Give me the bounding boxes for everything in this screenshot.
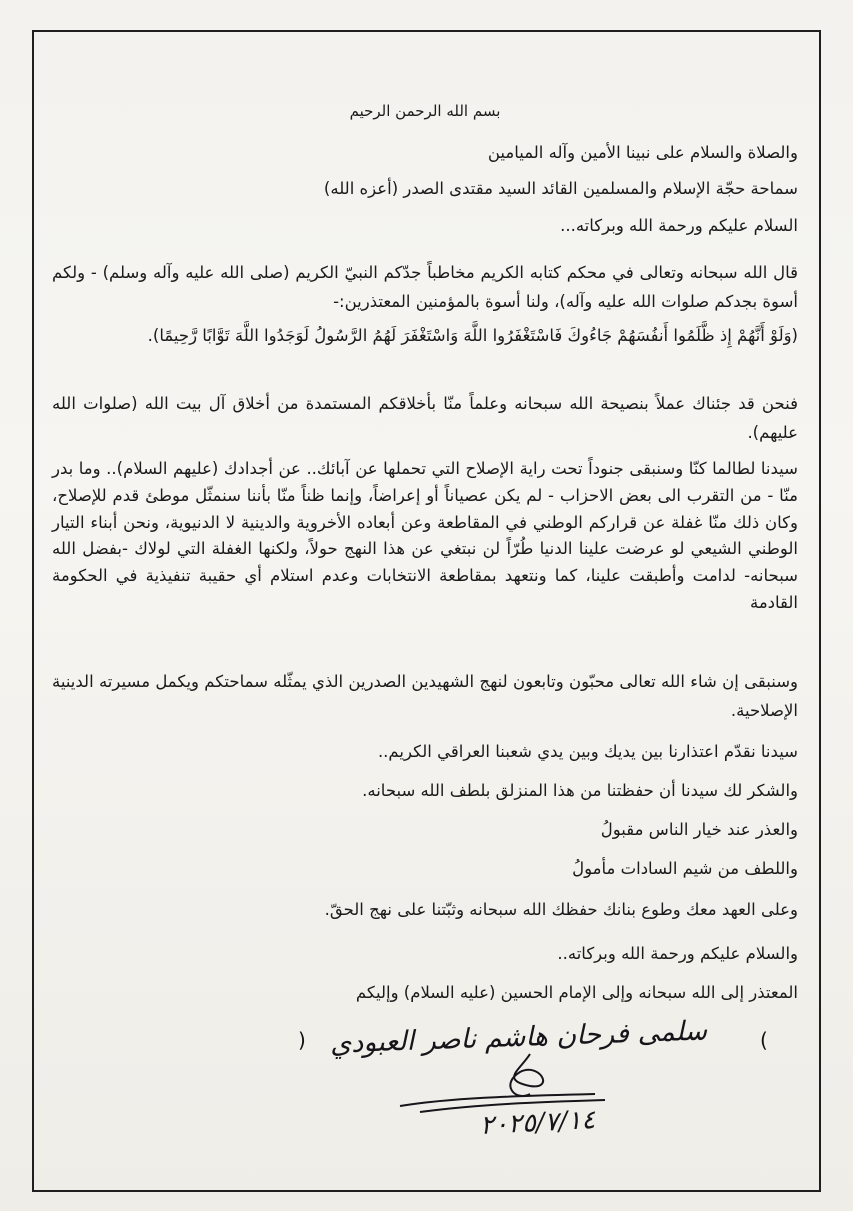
paragraph-quran-intro: قال الله سبحانه وتعالى في محكم كتابه الكريم مخاطباً جدّكم النبيّ الكريم (صلى الله عليه وآله وسلم) - ولكم أسوة بجدكم صلوات الله عليه وآله)، ولنا أسوة بالمؤمنين المعتذرين:- — [52, 263, 798, 311]
poem-line-2: واللطف من شيم السادات مأمولُ — [572, 859, 798, 878]
handwritten-date: ٢٠٢٥/٧/١٤ — [479, 1105, 596, 1141]
signature-paren-close: ) — [298, 1028, 306, 1052]
closing-line: والسلام عليكم ورحمة الله وبركاته.. — [557, 944, 798, 963]
paragraph-apology-main: سيدنا لطالما كنّا وسنبقى جنوداً تحت راية الإصلاح التي تحملها عن آبائك.. عن أجدادك (عليهم السلام).. وما بدر منّا - من التقرب الى بعض الاحزاب - لم يكن عصياناً أو إعراضاً، وإنما ظناً منّا بأننا سنمثّل موطئ قدم للإصلاح، وكان ذلك منّا غفلة عن قراركم الوطني في المقاطعة وعن أبعاده الأخروية والدينية لا الدنيوية، ونحن أبناء التيار الوطني الشيعي لو عرضت علينا الدنيا طُرّاً لن نبتغي عن هذا النهج حولاً، ولكنها الغفلة التي لولاك -بفضل الله سبحانه- لدامت وأطبقت علينا، كما ونتعهد بمقاطعة الانتخابات وعدم استلام أي حقيبة تنفيذية في الحكومة القادمة — [52, 459, 798, 612]
handwritten-signature-name: سلمى فرحان هاشم ناصر العبودي — [329, 1015, 708, 1060]
sender-line: المعتذر إلى الله سبحانه وإلى الإمام الحسين (عليه السلام) وإليكم — [355, 983, 798, 1002]
basmala: بسم الله الرحمن الرحيم — [349, 102, 501, 120]
pledge-line: وعلى العهد معك وطوع بنانك حفظك الله سبحانه وثبّتنا على نهج الحقّ. — [324, 900, 798, 919]
greeting-line: السلام عليكم ورحمة الله وبركاته... — [560, 216, 798, 235]
poem-line-1: والعذر عند خيار الناس مقبولُ — [600, 820, 798, 839]
salutation-line: والصلاة والسلام على نبينا الأمين وآله الميامين — [487, 143, 798, 162]
paragraph-commitment: وسنبقى إن شاء الله تعالى محبّون وتابعون لنهج الشهيدين الصدرين الذي يمثّله سماحتكم ويكمل مسيرته الدينية الإصلاحية. — [52, 672, 798, 720]
paragraph-came-to-you: فنحن قد جئناك عملاً بنصيحة الله سبحانه وعلماً منّا بأخلاقكم المستمدة من أخلاق آل بيت الله (صلوات الله عليهم). — [52, 394, 798, 442]
quran-verse: (وَلَوْ أَنَّهُمْ إِذ ظَّلَمُوا أَنفُسَهُمْ جَاءُوكَ فَاسْتَغْفَرُوا اللَّهَ وَاسْتَغْفَرَ لَهُمُ الرَّسُولُ لَوَجَدُوا اللَّهَ تَوَّابًا رَّحِيمًا). — [147, 326, 798, 345]
signature-paren-open: ( — [760, 1028, 768, 1052]
apology-line: سيدنا نقدّم اعتذارنا بين يديك وبين يدي شعبنا العراقي الكريم.. — [377, 742, 798, 761]
addressee-line: سماحة حجّة الإسلام والمسلمين القائد السيد مقتدى الصدر (أعزه الله) — [323, 179, 798, 198]
thanks-line: والشكر لك سيدنا أن حفظتنا من هذا المنزلق بلطف الله سبحانه. — [362, 781, 798, 800]
